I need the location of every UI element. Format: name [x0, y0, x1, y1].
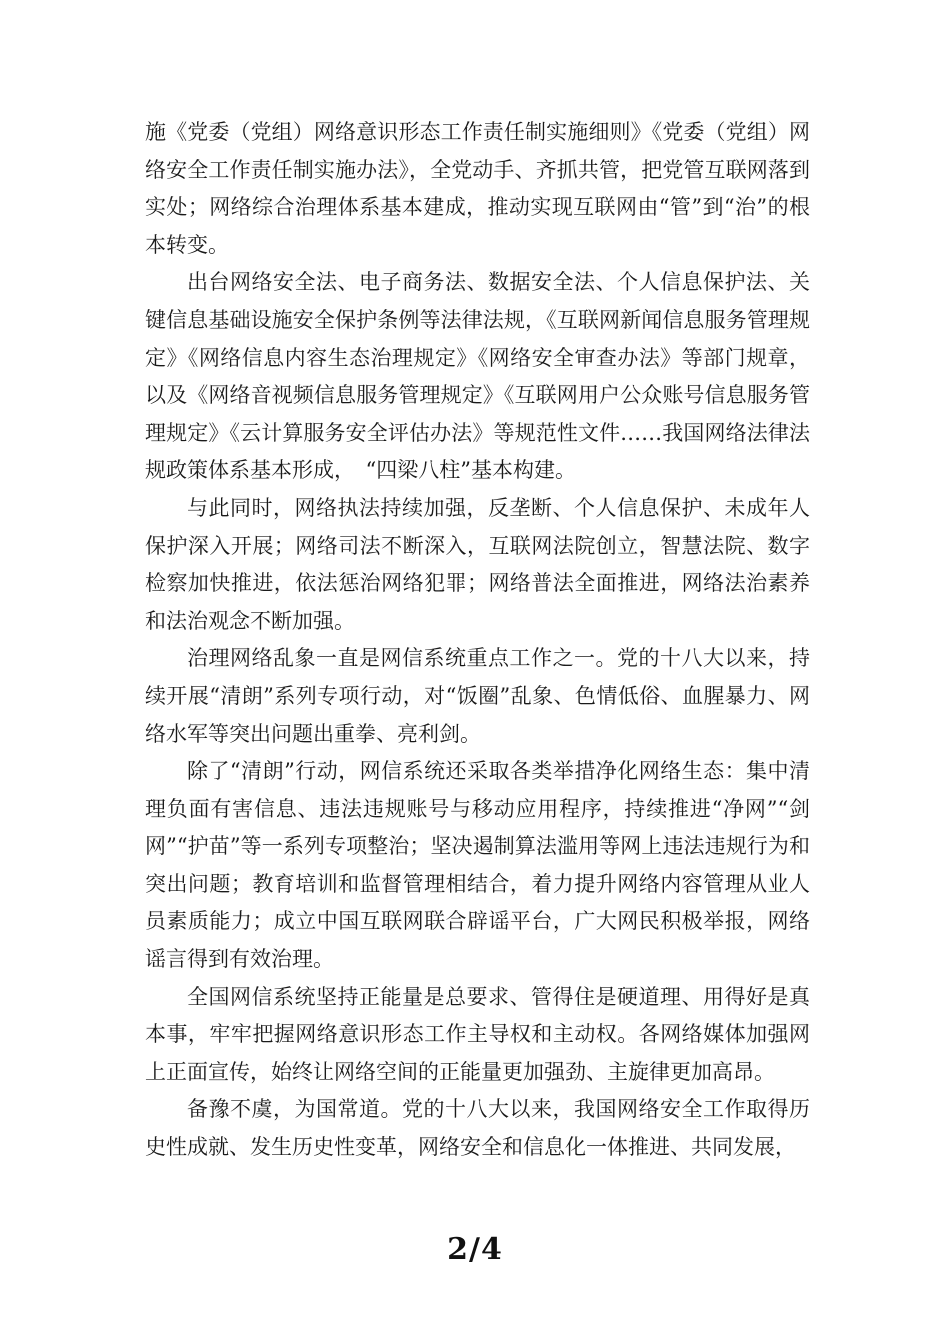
paragraph-legal-framework: 出台网络安全法、电子商务法、数据安全法、个人信息保护法、关键信息基础设施安全保护条例等法律法规，《互联网新闻信息服务管理规定》《网络信息内容生态治理规定》《网络安全审查办法》等部门规章，以及《网络音视频信息服务管理规定》《互联网用户公众账号信息服务管理规定》《云计算服务安全评估办法》等规范性文件……我国网络法律法规政策体系基本形成， “四梁八柱”基本构建。: [145, 270, 810, 483]
paragraph-continuation: 施《党委（党组）网络意识形态工作责任制实施细则》《党委（党组）网络安全工作责任制实施办法》，全党动手、齐抓共管，把党管互联网落到实处；网络综合治理体系基本建成，推动实现互联网由“管”到“治”的根本转变。: [145, 120, 810, 257]
paragraph-law-enforcement: 与此同时，网络执法持续加强，反垄断、个人信息保护、未成年人保护深入开展；网络司法不断深入，互联网法院创立，智慧法院、数字检察加快推进，依法惩治网络犯罪；网络普法全面推进，网络法治素养和法治观念不断加强。: [145, 495, 810, 633]
document-body: [145, 114, 810, 1167]
paragraph-ecosystem-measures: 除了“清朗”行动，网信系统还采取各类举措净化网络生态：集中清理负面有害信息、违法违规账号与移动应用程序，持续推进“净网”“剑网”“护苗”等一系列专项整治；坚决遏制算法滥用等网上违法违规行为和突出问题；教育培训和监督管理相结合，着力提升网络内容管理从业人员素质能力；成立中国互联网联合辟谣平台，广大网民积极举报，网络谣言得到有效治理。: [145, 759, 810, 972]
paragraph-positive-energy: 全国网信系统坚持正能量是总要求、管得住是硬道理、用得好是真本事，牢牢把握网络意识形态工作主导权和主动权。各网络媒体加强网上正面宣传，始终让网络空间的正能量更加强劲、主旋律更加高昂。: [145, 984, 810, 1084]
paragraph-security-achievements: 备豫不虞，为国常道。党的十八大以来，我国网络安全工作取得历史性成就、发生历史性变革，网络安全和信息化一体推进、共同发展，: [145, 1097, 810, 1160]
paragraph-clean-campaign: 治理网络乱象一直是网信系统重点工作之一。党的十八大以来，持续开展“清朗”系列专项行动，对“饭圈”乱象、色情低俗、血腥暴力、网络水军等突出问题出重拳、亮利剑。: [145, 646, 810, 746]
page-number: 2/4: [447, 1232, 503, 1267]
